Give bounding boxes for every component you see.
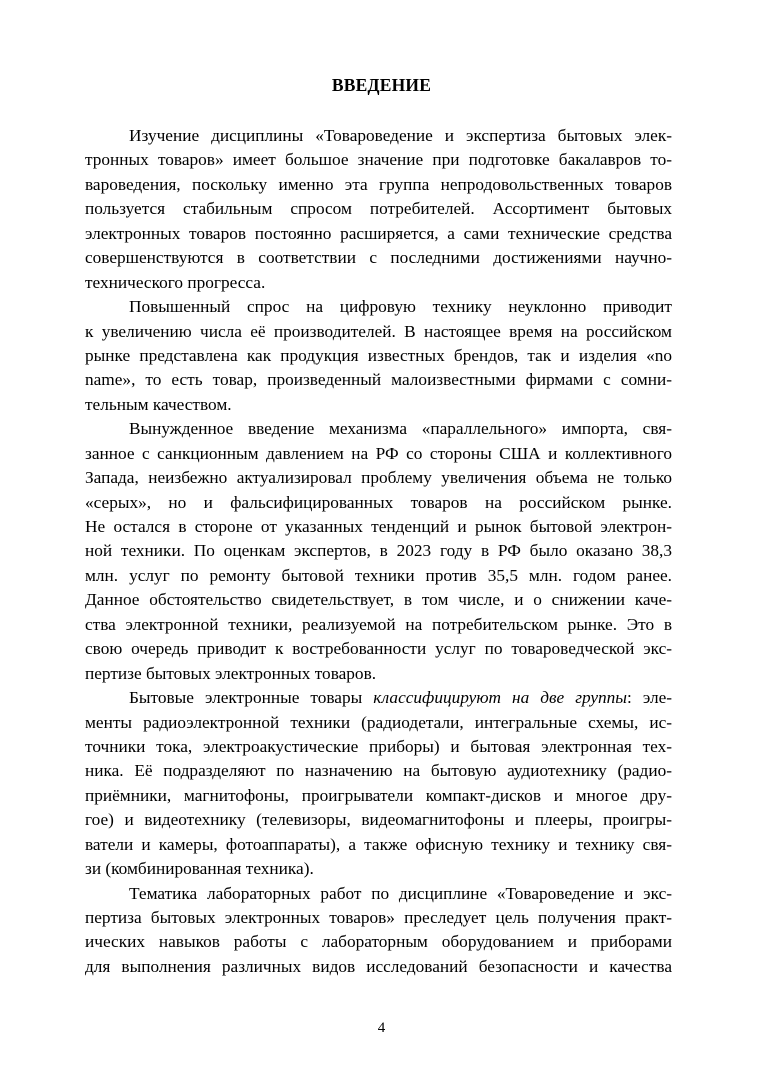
text-line: name», то есть товар, произведенный малоизвестными фирмами с сомни-	[85, 370, 672, 390]
page-number: 4	[377, 1020, 386, 1036]
page-title: ВВЕДЕНИЕ	[331, 75, 432, 95]
text-line: к увеличению числа её производителей. В настоящее время на российском	[85, 321, 672, 341]
text-line: пользуется стабильным спросом потребителей. Ассортимент бытовых	[85, 199, 672, 219]
text-line: Изучение дисциплины «Товароведение и экспертиза бытовых элек-	[129, 126, 672, 145]
text-line: приёмники, магнитофоны, проигрыватели компакт-дисков и многое дру-	[85, 785, 672, 805]
text-line: Тематика лабораторных работ по дисциплине «Товароведение и экс-	[129, 883, 672, 903]
text-line: вароведения, поскольку именно эта группа непродовольственных товаров	[85, 174, 672, 194]
text-line: менты радиоэлектронной техники (радиодетали, интегральные схемы, ис-	[85, 712, 672, 732]
text-line: рынке представлена как продукция известных брендов, так и изделия «no	[85, 345, 672, 365]
text-line: ических навыков работы с лабораторным оборудованием и приборами	[85, 932, 672, 952]
text-line: ной техники. По оценкам экспертов, в 2023 году в РФ было оказано 38,3	[85, 541, 672, 561]
text-line: млн. услуг по ремонту бытовой техники против 35,5 млн. годом ранее.	[85, 565, 672, 585]
text-line: для выполнения различных видов исследований безопасности и качества	[85, 956, 672, 976]
text-line: Запада, неизбежно актуализировал проблему увеличения объема не только	[85, 468, 672, 488]
emphasis-text: классифицируют на две группы	[373, 688, 628, 708]
text-line: пертизе бытовых электронных товаров.	[85, 663, 377, 683]
text-line: «серых», но и фальсифицированных товаров на российском рынке.	[85, 492, 672, 512]
text-line: ватели и камеры, фотоаппараты), а также офисную технику и технику свя-	[85, 834, 672, 854]
text-line: тельным качеством.	[85, 394, 232, 414]
text-line: точники тока, электроакустические приборы) и бытовая электронная тех-	[85, 736, 672, 756]
text-line: совершенствуются в соответствии с последними достижениями научно-	[85, 248, 672, 268]
text-line: технического прогресса.	[85, 272, 266, 292]
text-line: пертиза бытовых электронных товаров» преследует цель получения практ-	[85, 908, 672, 927]
text-line: зи (комбинированная техника).	[85, 859, 314, 879]
text-line: занное с санкционным давлением на РФ со стороны США и коллективного	[85, 443, 672, 463]
text-line	[85, 686, 672, 710]
text-line: тронных товаров» имеет большое значение при подготовке бакалавров то-	[85, 150, 672, 170]
text-line: Не остался в стороне от указанных тенденций и рынок бытовой электрон-	[85, 517, 672, 536]
text-line: свою очередь приводит к востребованности услуг по товароведческой экс-	[85, 639, 672, 659]
text-line: ства электронной техники, реализуемой на потребительском рынке. Это в	[85, 614, 672, 634]
text-line: ника. Её подразделяют по назначению на бытовую аудиотехнику (радио-	[85, 761, 672, 781]
text-line: Данное обстоятельство свидетельствует, в том числе, и о снижении каче-	[85, 590, 672, 610]
text-run: : эле-	[627, 688, 673, 708]
text-run: Бытовые электронные товары	[129, 688, 374, 708]
body-text	[85, 124, 672, 979]
text-line: гое) и видеотехнику (телевизоры, видеомагнитофоны и плееры, проигры-	[85, 810, 672, 830]
text-line: Повышенный спрос на цифровую технику неуклонно приводит	[129, 297, 672, 317]
text-line: электронных товаров постоянно расширяется, а сами технические средства	[85, 223, 672, 243]
text-line: Вынужденное введение механизма «параллельного» импорта, свя-	[129, 419, 672, 439]
